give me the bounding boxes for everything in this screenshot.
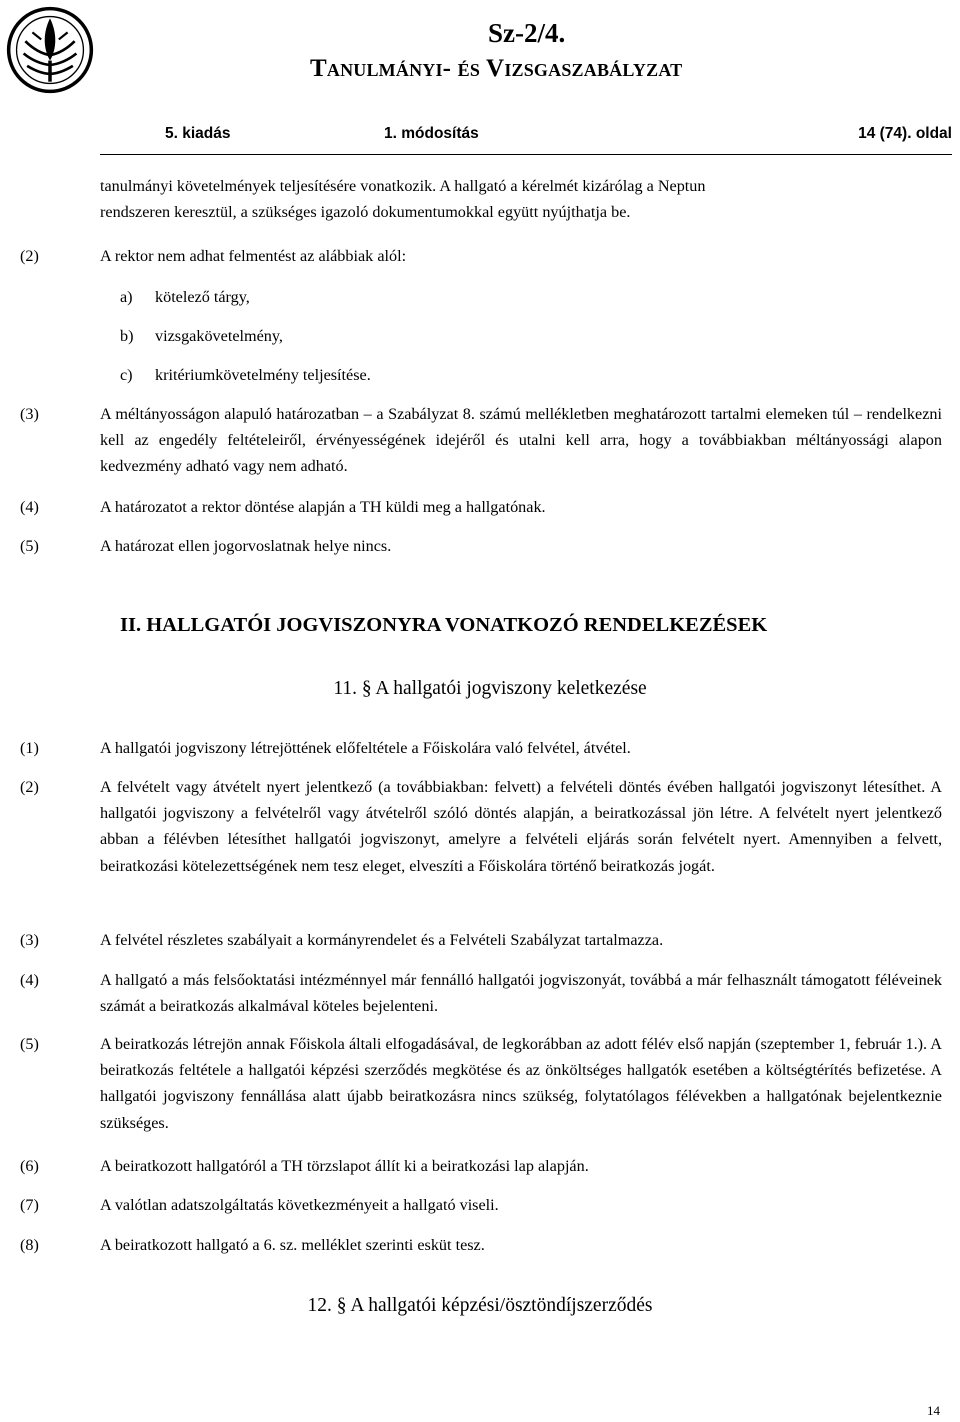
- paragraph-text: A határozatot a rektor döntése alapján a TH küldi meg a hallgatónak.: [100, 498, 546, 516]
- modification-label: 1. módosítás: [384, 125, 479, 142]
- paragraph-number: (5): [20, 537, 39, 555]
- paragraph-number: (3): [20, 931, 39, 949]
- paragraph-number: (2): [20, 247, 39, 265]
- paragraph-number: (4): [20, 498, 39, 516]
- paragraph-number: (5): [20, 1035, 39, 1053]
- paragraph-number: (4): [20, 971, 39, 989]
- paragraph-number: (1): [20, 739, 39, 757]
- paragraph-text: A méltányosságon alapuló határozatban – a Szabályzat 8. számú mellékletben meghatározott tartalmi elemeken túl – rendelkezni kell az engedély feltételeiről, érvényességének idejéről és utalni kell arra, hogy a továbbiakban méltányossági alapon kedvezmény adható vagy nem adható.: [100, 405, 942, 476]
- chapter-heading: II. HALLGATÓI JOGVISZONYRA VONATKOZÓ RENDELKEZÉSEK: [120, 614, 768, 636]
- document-code: Sz-2/4.: [488, 18, 566, 48]
- header-meta: [0, 125, 960, 145]
- list-item-text: vizsgakövetelmény,: [155, 327, 283, 345]
- paragraph-text: A beiratkozott hallgatóról a TH törzslapot állít ki a beiratkozási lap alapján.: [100, 1157, 589, 1175]
- list-item-text: kötelező tárgy,: [155, 288, 250, 306]
- page-reference: 14 (74). oldal: [858, 125, 952, 142]
- paragraph-number: (7): [20, 1196, 39, 1214]
- paragraph-text: A felvétel részletes szabályait a kormányrendelet és a Felvételi Szabályzat tartalmazza.: [100, 931, 664, 949]
- section-heading: 11. § A hallgatói jogviszony keletkezése: [333, 678, 647, 699]
- paragraph-number: (8): [20, 1236, 39, 1254]
- intro-line-2: rendszeren keresztül, a szükséges igazoló dokumentumokkal együtt nyújthatja be.: [100, 203, 631, 221]
- paragraph-text: A rektor nem adhat felmentést az alábbiak alól:: [100, 247, 407, 265]
- paragraph-text: A hallgatói jogviszony létrejöttének előfeltétele a Főiskolára való felvétel, átvétel.: [100, 739, 631, 757]
- paragraph-text: A beiratkozás létrejön annak Főiskola általi elfogadásával, de legkorábban az adott félév első napján (szeptember 1, február 1.). A beiratkozás feltétele a hallgatói képzési szerződés megkötése és az önköltséges hallgatók esetében a költségtérítés befizetése. A hallgatói jogviszony fennállása alatt újabb beiratkozásra nincs szükség, folytatólagos félévekben a hallgatónak bejelentkeznie szükséges.: [100, 1035, 942, 1132]
- paragraph-number: (6): [20, 1157, 39, 1175]
- list-item-label: a): [120, 288, 133, 306]
- header-divider: [100, 154, 952, 155]
- paragraph-text: A felvételt vagy átvételt nyert jelentkező (a továbbiakban: felvett) a felvételi döntés évében hallgatói jogviszonyt létesíthet. A hallgatói jogviszony a felvételről vagy átvételről szóló döntés alapján, a beiratkozással jön létre. A felvételt nyert jelentkező abban a félévben létesíthet hallgatói jogviszonyt, amelyre a felvételi eljárás során felvételt nyert. Amennyiben a felvett, beiratkozási kötelezettségének nem tesz eleget, elveszíti a Főiskolára történő beiratkozás jogát.: [100, 778, 942, 875]
- list-item-text: kritériumkövetelmény teljesítése.: [155, 366, 371, 384]
- paragraph-text: A határozat ellen jogorvoslatnak helye nincs.: [100, 537, 392, 555]
- list-item-label: c): [120, 366, 133, 384]
- paragraph-number: (2): [20, 778, 39, 796]
- paragraph-text: A beiratkozott hallgató a 6. sz. melléklet szerinti esküt tesz.: [100, 1236, 485, 1254]
- page-number: 14: [927, 1403, 940, 1418]
- paragraph-text: A valótlan adatszolgáltatás következményeit a hallgató viseli.: [100, 1196, 499, 1214]
- document-title: Tanulmányi- és Vizsgaszabályzat: [310, 55, 683, 82]
- list-item-label: b): [120, 327, 134, 345]
- paragraph-text: A hallgató a más felsőoktatási intézménnyel már fennálló hallgatói jogviszonyát, továbbá a már felhasznált támogatott féléveinek számát a beiratkozás alkalmával köteles bejelenteni.: [100, 971, 942, 1016]
- section-heading: 12. § A hallgatói képzési/ösztöndíjszerződés: [307, 1295, 653, 1316]
- edition-label: 5. kiadás: [165, 125, 231, 142]
- intro-line-1: tanulmányi követelmények teljesítésére vonatkozik. A hallgató a kérelmét kizárólag a Neptun: [100, 177, 706, 195]
- paragraph-number: (3): [20, 405, 39, 423]
- institution-logo-icon: [6, 6, 94, 94]
